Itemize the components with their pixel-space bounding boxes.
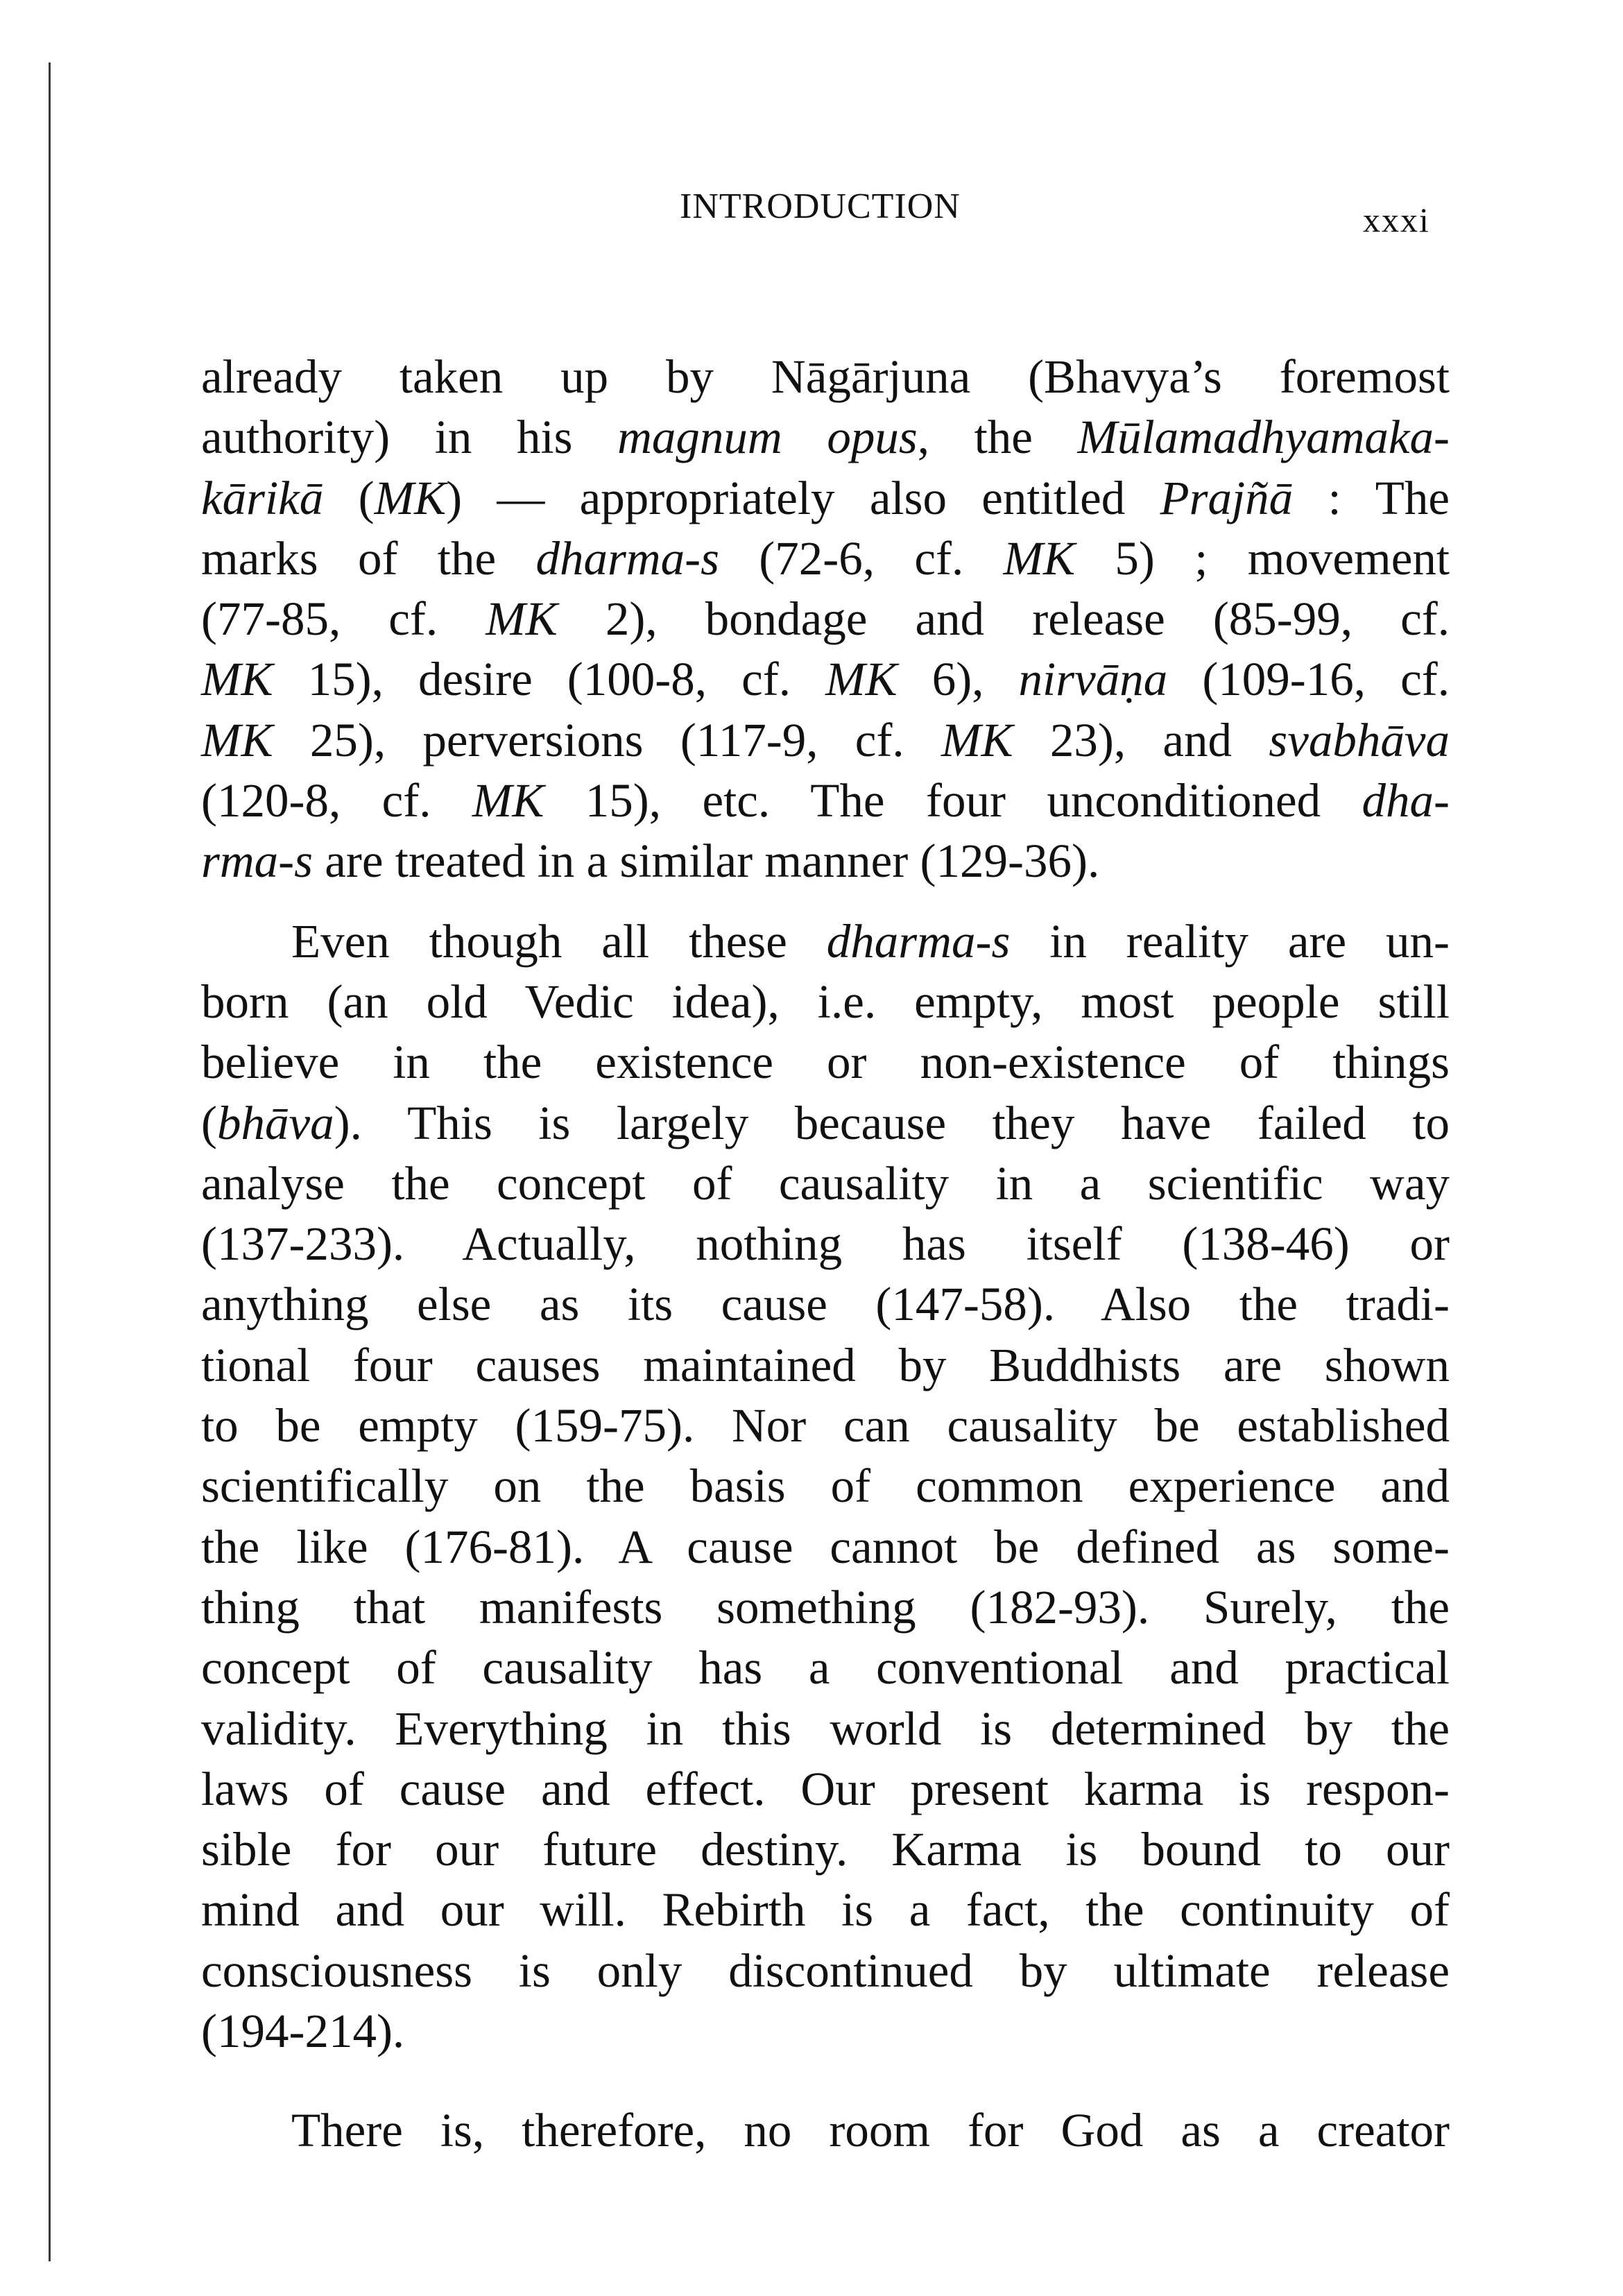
text-line <box>201 1577 1450 1638</box>
text-run: already taken up by Nāgārjuna (Bhavya’s foremost <box>201 350 1450 403</box>
italic-run: MK <box>374 471 447 524</box>
text-line <box>201 2100 1450 2161</box>
text-line <box>201 2001 1450 2062</box>
text-line <box>201 831 1450 891</box>
text-line <box>201 649 1450 710</box>
text-line <box>201 529 1450 589</box>
text-run: (72-6, cf. <box>719 531 1004 585</box>
italic-run: MK <box>1003 531 1076 585</box>
text-run: laws of cause and effect. Our present karma is respon- <box>201 1762 1450 1815</box>
text-run: There is, therefore, no room for God as a creator <box>291 2104 1450 2157</box>
paragraph-2 <box>201 911 1450 2062</box>
italic-run: MK <box>201 713 273 766</box>
paragraph-1 <box>201 347 1450 892</box>
italic-run: dharma-s <box>535 531 719 585</box>
italic-run: dharma-s <box>826 914 1011 968</box>
text-run: authority) in his <box>201 411 618 464</box>
text-run: tional four causes maintained by Buddhists are shown <box>201 1338 1450 1391</box>
text-run: consciousness is only discontinued by ultimate release <box>201 1944 1450 1997</box>
text-run: scientifically on the basis of common experience and <box>201 1459 1450 1513</box>
text-run: : The <box>1293 471 1450 524</box>
text-line <box>201 1699 1450 1759</box>
page-binding-edge <box>49 62 51 2261</box>
text-run: in reality are un- <box>1010 914 1450 968</box>
text-line <box>201 1880 1450 1940</box>
text-run: (109-16, cf. <box>1167 653 1450 706</box>
text-line <box>201 771 1450 831</box>
text-run: 23), and <box>1013 713 1269 766</box>
text-run: analyse the concept of causality in a scientific way <box>201 1156 1450 1210</box>
text-line <box>201 1335 1450 1396</box>
italic-run: MK <box>472 774 544 828</box>
text-run: born (an old Vedic idea), i.e. empty, most people still <box>201 975 1450 1028</box>
text-run: 15), etc. The four unconditioned <box>544 774 1362 828</box>
text-run: (194-214). <box>201 2005 405 2058</box>
text-run: (120-8, cf. <box>201 774 472 828</box>
text-line <box>201 1819 1450 1880</box>
text-line <box>201 710 1450 771</box>
text-run: 5) ; movement <box>1075 531 1450 585</box>
italic-run: MK <box>201 653 273 706</box>
text-line <box>201 1759 1450 1819</box>
body-text <box>201 347 1450 2161</box>
italic-run: dha- <box>1362 774 1450 828</box>
text-line <box>201 407 1450 468</box>
text-run: 25), perversions (117-9, cf. <box>273 713 942 766</box>
text-run: to be empty (159-75). Nor can causality be established <box>201 1399 1450 1453</box>
text-run: 15), desire (100-8, cf. <box>273 653 826 706</box>
text-run: sible for our future destiny. Karma is bound to our <box>201 1823 1450 1876</box>
text-line <box>201 347 1450 407</box>
italic-run: svabhāva <box>1269 713 1450 766</box>
header-title: INTRODUCTION <box>680 187 961 226</box>
text-line <box>201 1517 1450 1577</box>
text-line <box>201 1456 1450 1516</box>
italic-run: MK <box>486 592 558 646</box>
text-line <box>201 1032 1450 1093</box>
italic-run: bhāva <box>216 1096 334 1149</box>
text-run: mind and our will. Rebirth is a fact, the continuity of <box>201 1883 1450 1937</box>
text-line <box>201 1396 1450 1456</box>
text-line <box>201 972 1450 1032</box>
text-run: ( <box>323 471 375 524</box>
text-line <box>201 1638 1450 1698</box>
italic-run: kārikā <box>201 471 324 524</box>
text-run: (137-233). Actually, nothing has itself (138-46) or <box>201 1217 1450 1271</box>
italic-run: rma-s <box>201 834 314 888</box>
page-number: xxxi <box>1363 200 1430 239</box>
text-run: are treated in a similar manner (129-36). <box>313 834 1100 888</box>
text-run: concept of causality has a conventional and practical <box>201 1641 1450 1695</box>
paragraph-3 <box>201 2100 1450 2161</box>
text-run: marks of the <box>201 531 536 585</box>
text-line <box>201 1274 1450 1335</box>
italic-run: Mūlamadhyamaka- <box>1077 411 1450 464</box>
text-line <box>201 1154 1450 1214</box>
italic-run: Prajñā <box>1160 471 1294 524</box>
text-run: Even though all these <box>291 914 827 968</box>
italic-run: MK <box>941 713 1013 766</box>
text-run: believe in the existence or non-existence of things <box>201 1036 1450 1089</box>
text-run: thing that manifests something (182-93). Surely, the <box>201 1580 1450 1634</box>
text-line <box>201 911 1450 972</box>
text-run: ). This is largely because they have failed to <box>334 1096 1450 1149</box>
text-line <box>201 1214 1450 1274</box>
running-head <box>0 186 1623 239</box>
text-run: 2), bondage and release (85-99, cf. <box>557 592 1450 646</box>
text-line <box>201 1093 1450 1154</box>
text-run: ( <box>201 1096 217 1149</box>
text-run: (77-85, cf. <box>201 592 486 646</box>
text-run: 6), <box>897 653 1019 706</box>
italic-run: magnum opus <box>617 411 918 464</box>
text-line <box>201 1941 1450 2001</box>
text-line <box>201 468 1450 529</box>
text-run: , the <box>917 411 1078 464</box>
text-run: ) — appropriately also entitled <box>446 471 1160 524</box>
italic-run: nirvāṇa <box>1018 653 1168 706</box>
text-line <box>201 589 1450 649</box>
text-run: validity. Everything in this world is determined by the <box>201 1702 1450 1755</box>
italic-run: MK <box>825 653 898 706</box>
text-run: anything else as its cause (147-58). Also the tradi- <box>201 1278 1450 1331</box>
text-run: the like (176-81). A cause cannot be defined as some- <box>201 1520 1450 1573</box>
